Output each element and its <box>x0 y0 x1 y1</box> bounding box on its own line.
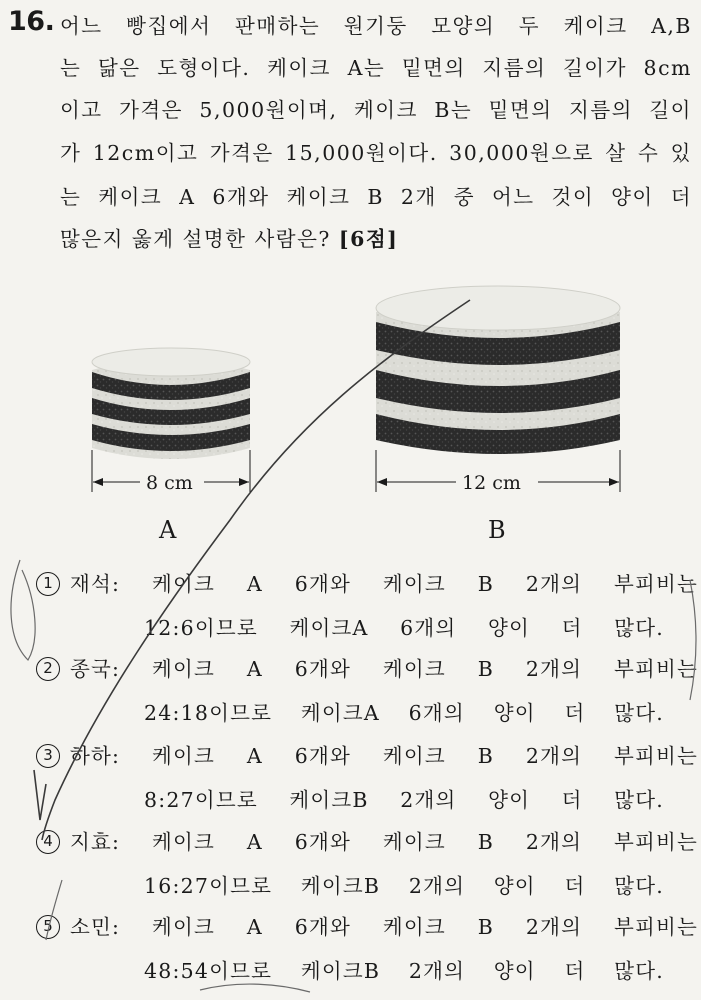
points-label: [6점] <box>338 227 399 251</box>
question-number: 16. <box>8 6 55 37</box>
pencil-scribble-right <box>690 580 696 700</box>
question-line-6-text: 많은지 옳게 설명한 사람은? <box>60 227 331 251</box>
choice-5-line-1: 소민: 케이크 A 6개와 케이크 B 2개의 부피비는 <box>70 915 698 939</box>
question-line-2: 는 닮은 도형이다. 케이크 A는 밑면의 지름의 길이가 8cm <box>60 56 692 80</box>
pencil-stroke-long <box>42 300 470 840</box>
pencil-scribble-left <box>11 560 35 660</box>
choice-2-line-1: 종국: 케이크 A 6개와 케이크 B 2개의 부피비는 <box>70 657 698 681</box>
question-line-5: 는 케이크 A 6개와 케이크 B 2개 중 어느 것이 양이 더 <box>60 185 692 209</box>
choice-4-line-2: 16:27이므로 케이크B 2개의 양이 더 많다. <box>144 874 664 898</box>
choice-3-marker: 3 <box>36 744 60 768</box>
choice-3-line-2: 8:27이므로 케이크B 2개의 양이 더 많다. <box>144 788 664 812</box>
choice-4-line-1: 지효: 케이크 A 6개와 케이크 B 2개의 부피비는 <box>70 830 698 854</box>
choice-2-marker: 2 <box>36 657 60 681</box>
pencil-scribble-footer <box>200 984 310 992</box>
question-line-1: 어느 빵집에서 판매하는 원기둥 모양의 두 케이크 A,B <box>60 14 692 38</box>
choice-1-marker: 1 <box>36 572 60 596</box>
cake-a-label: A <box>159 516 177 544</box>
choice-3-line-1: 하하: 케이크 A 6개와 케이크 B 2개의 부피비는 <box>70 744 698 768</box>
choice-2-line-2: 24:18이므로 케이크A 6개의 양이 더 많다. <box>144 701 664 725</box>
pencil-check-mark <box>34 770 46 820</box>
cake-b-label: B <box>488 516 506 544</box>
dimension-a-label: 8 cm <box>146 472 193 494</box>
dimension-b-label: 12 cm <box>462 472 521 494</box>
question-line-4: 가 12cm이고 가격은 15,000원이다. 30,000원으로 살 수 있 <box>60 141 692 165</box>
choice-1-line-2: 12:6이므로 케이크A 6개의 양이 더 많다. <box>144 616 664 640</box>
choice-5-line-2: 48:54이므로 케이크B 2개의 양이 더 많다. <box>144 959 664 983</box>
choice-5-marker: 5 <box>36 915 60 939</box>
question-line-3: 이고 가격은 5,000원이며, 케이크 B는 밑면의 지름의 길이 <box>60 98 692 122</box>
choice-1-line-1: 재석: 케이크 A 6개와 케이크 B 2개의 부피비는 <box>70 572 698 596</box>
choice-4-marker: 4 <box>36 830 60 854</box>
pencil-scribble-bottom <box>46 880 62 940</box>
